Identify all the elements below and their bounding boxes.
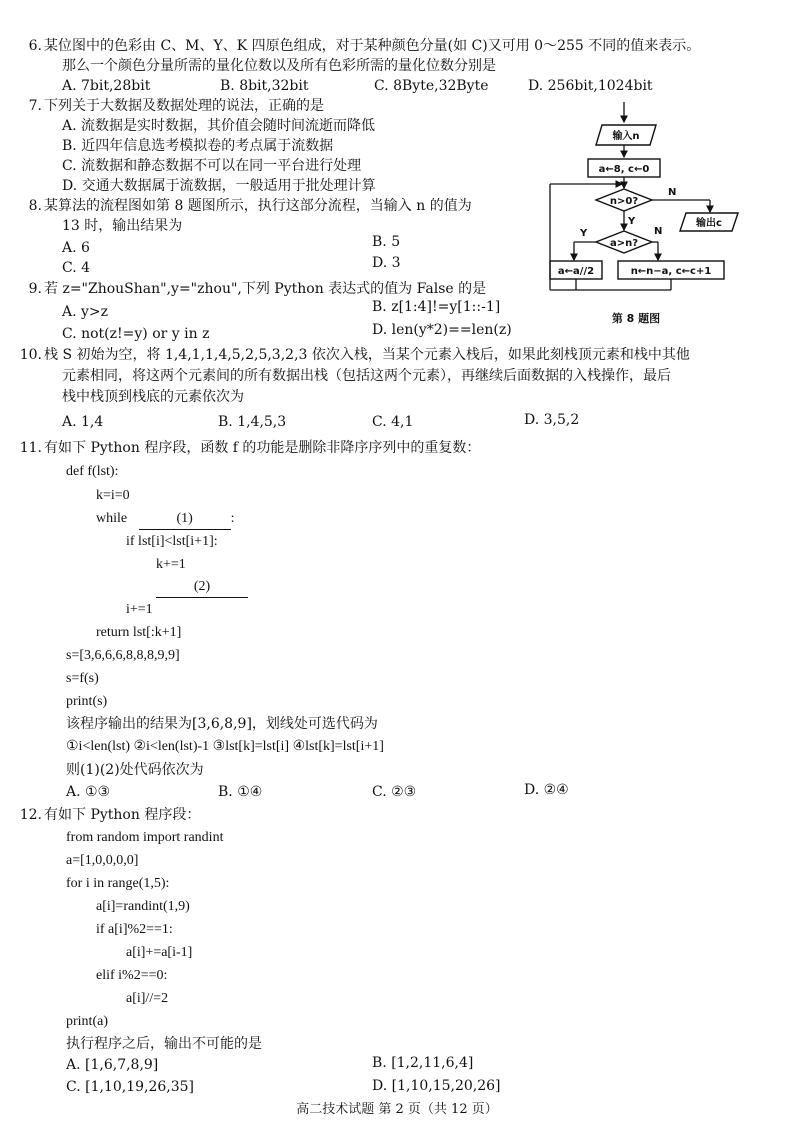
q12-code-line-2: a=[1,0,0,0,0] [66,853,139,868]
q11-option-c: C. ②③ [372,784,417,800]
q12-option-d: D. [1,10,15,20,26] [372,1078,501,1094]
q8-option-a: A. 6 [62,240,90,256]
q7-stem: 下列关于大数据及数据处理的说法，正确的是 [44,98,324,114]
q9-stem: 若 z="ZhouShan",y="zhou",下列 Python 表达式的值为 False 的是 [44,281,487,297]
q11-option-b: B. ①④ [218,784,263,800]
q12-code-line-3: for i in range(1,5): [66,876,170,891]
q11-code-line-5: k+=1 [156,557,186,572]
q8-flowchart [540,100,740,330]
flow-init-text: a←8, c←0 [598,164,650,175]
q11-option-d: D. ②④ [524,782,569,798]
q12-code-line-7: elif i%2==0: [96,968,168,983]
flow-left-text: a←a//2 [557,266,595,277]
q11-code-line-8: return lst[:k+1] [96,625,182,640]
q6-text-1: 某位图中的色彩由 C、M、Y、K 四原色组成，对于某种颜色分量(如 C)又可用 0～255 不同的值来表示。 [44,38,701,54]
q7-option-c: C. 流数据和静态数据不可以在同一平台进行处理 [62,158,362,174]
q7-option-b: B. 近四年信息选考模拟卷的考点属于流数据 [62,138,334,154]
q12-stem: 有如下 Python 程序段： [44,807,201,823]
q8-line1 [18,196,472,216]
q8-number: 8. [28,198,42,214]
q12-stem-line [18,805,200,825]
q10-line1 [18,345,690,365]
q11-code-line-1: def f(lst): [66,464,119,479]
q11-note-1: 该程序输出的结果为[3,6,8,9]，划线处可选代码为 [66,716,378,732]
q11-while-colon: : [230,511,235,526]
q12-note: 执行程序之后，输出不可能的是 [66,1036,262,1052]
q7-option-a: A. 流数据是实时数据，其价值会随时间流逝而降低 [62,118,376,134]
q11-choices: ①i<len(lst) ②i<len(lst)-1 ③lst[k]=lst[i] ④lst[k]=lst[i+1] [66,739,384,754]
q12-code-line-9: print(a) [66,1014,108,1029]
q6-line1 [18,36,700,56]
q8-option-b: B. 5 [372,234,401,250]
q11-code-line-9: s=[3,6,6,6,8,8,8,9,9] [66,648,180,663]
q11-stem: 有如下 Python 程序段，函数 f 的功能是删除非降序序列中的重复数： [44,440,481,456]
q10-option-c: C. 4,1 [372,414,414,430]
q9-option-a: A. y>z [62,304,109,320]
q10-line3: 栈中栈顶到栈底的元素依次为 [62,389,244,405]
q8-line2: 13 时，输出结果为 [62,218,183,234]
q9-number: 9. [28,281,42,297]
q9-option-b: B. z[1:4]!=y[1::-1] [372,299,501,315]
q8-text-1: 某算法的流程图如第 8 题图所示，执行这部分流程，当输入 n 的值为 [44,198,472,214]
q12-code-line-8: a[i]//=2 [126,991,169,1006]
q10-option-d: D. 3,5,2 [524,412,580,428]
q12-code-line-1: from random import randint [66,830,224,845]
q7-number: 7. [28,98,42,114]
q10-option-a: A. 1,4 [62,414,104,430]
q11-blank-2: (2) [156,577,248,598]
q9-stem-line [18,279,486,299]
q11-code-line-6 [156,577,248,598]
q12-code-line-6: a[i]+=a[i-1] [126,945,193,960]
q6-option-c: C. 8Byte,32Byte [374,78,489,94]
flow-yes-label-1: Y [628,216,636,227]
q8-option-d: D. 3 [372,255,401,271]
q10-text-1: 栈 S 初始为空，将 1,4,1,1,4,5,2,5,3,2,3 依次入栈，当某个元素入栈后，如果此刻栈顶元素和栈中其他 [44,347,690,363]
q11-code-line-11: print(s) [66,694,108,709]
q6-option-d: D. 256bit,1024bit [528,78,653,94]
q11-number: 11. [19,440,42,456]
q6-option-b: B. 8bit,32bit [220,78,309,94]
q8-option-c: C. 4 [62,260,91,276]
q11-code-line-3 [96,509,235,530]
flow-output-text: 输出c [696,218,722,229]
q11-code-line-2: k=i=0 [96,488,130,503]
flow-no-label-2: N [654,226,663,237]
flow-no-label-1: N [668,187,677,198]
q11-while-keyword: while [96,511,131,526]
q6-option-a: A. 7bit,28bit [62,78,151,94]
q11-stem-line [18,438,480,458]
q12-code-line-4: a[i]=randint(1,9) [96,899,190,914]
flow-yes-label-2: Y [580,228,588,239]
q7-stem-line [18,96,324,116]
q12-number: 12. [19,807,42,823]
flow-input-text: 输入n [612,131,640,142]
q12-option-a: A. [1,6,7,8,9] [66,1057,159,1073]
q12-option-b: B. [1,2,11,6,4] [372,1055,474,1071]
q11-note-2: 则(1)(2)处代码依次为 [66,762,204,778]
q6-line2: 那么一个颜色分量所需的量化位数以及所有色彩所需的量化位数分别是 [62,58,496,74]
flow-right-text: n←n−a, c←c+1 [630,266,712,277]
q9-option-c: C. not(z!=y) or y in z [62,326,210,342]
q10-option-b: B. 1,4,5,3 [218,414,287,430]
q12-option-c: C. [1,10,19,26,35] [66,1079,195,1095]
flow-cond1-text: n>0? [609,196,639,207]
q6-number: 6. [28,38,42,54]
q11-code-line-7: i+=1 [126,602,153,617]
flow-caption: 第 8 题图 [611,312,661,325]
q11-blank-1: (1) [139,509,231,530]
q11-code-line-4: if lst[i]<lst[i+1]: [126,534,218,549]
q11-option-a: A. ①③ [66,784,111,800]
q11-code-line-10: s=f(s) [66,671,99,686]
page-footer: 高二技术试题 第 2 页（共 12 页） [296,1102,498,1117]
q10-line2: 元素相同，将这两个元素间的所有数据出栈（包括这两个元素），再继续后面数据的入栈操作，最后 [62,368,671,384]
q10-number: 10. [19,347,42,363]
q9-option-d: D. len(y*2)==len(z) [372,322,512,338]
q7-option-d: D. 交通大数据属于流数据，一般适用于批处理计算 [62,178,376,194]
q12-code-line-5: if a[i]%2==1: [96,922,173,937]
flow-cond2-text: a>n? [609,238,639,249]
